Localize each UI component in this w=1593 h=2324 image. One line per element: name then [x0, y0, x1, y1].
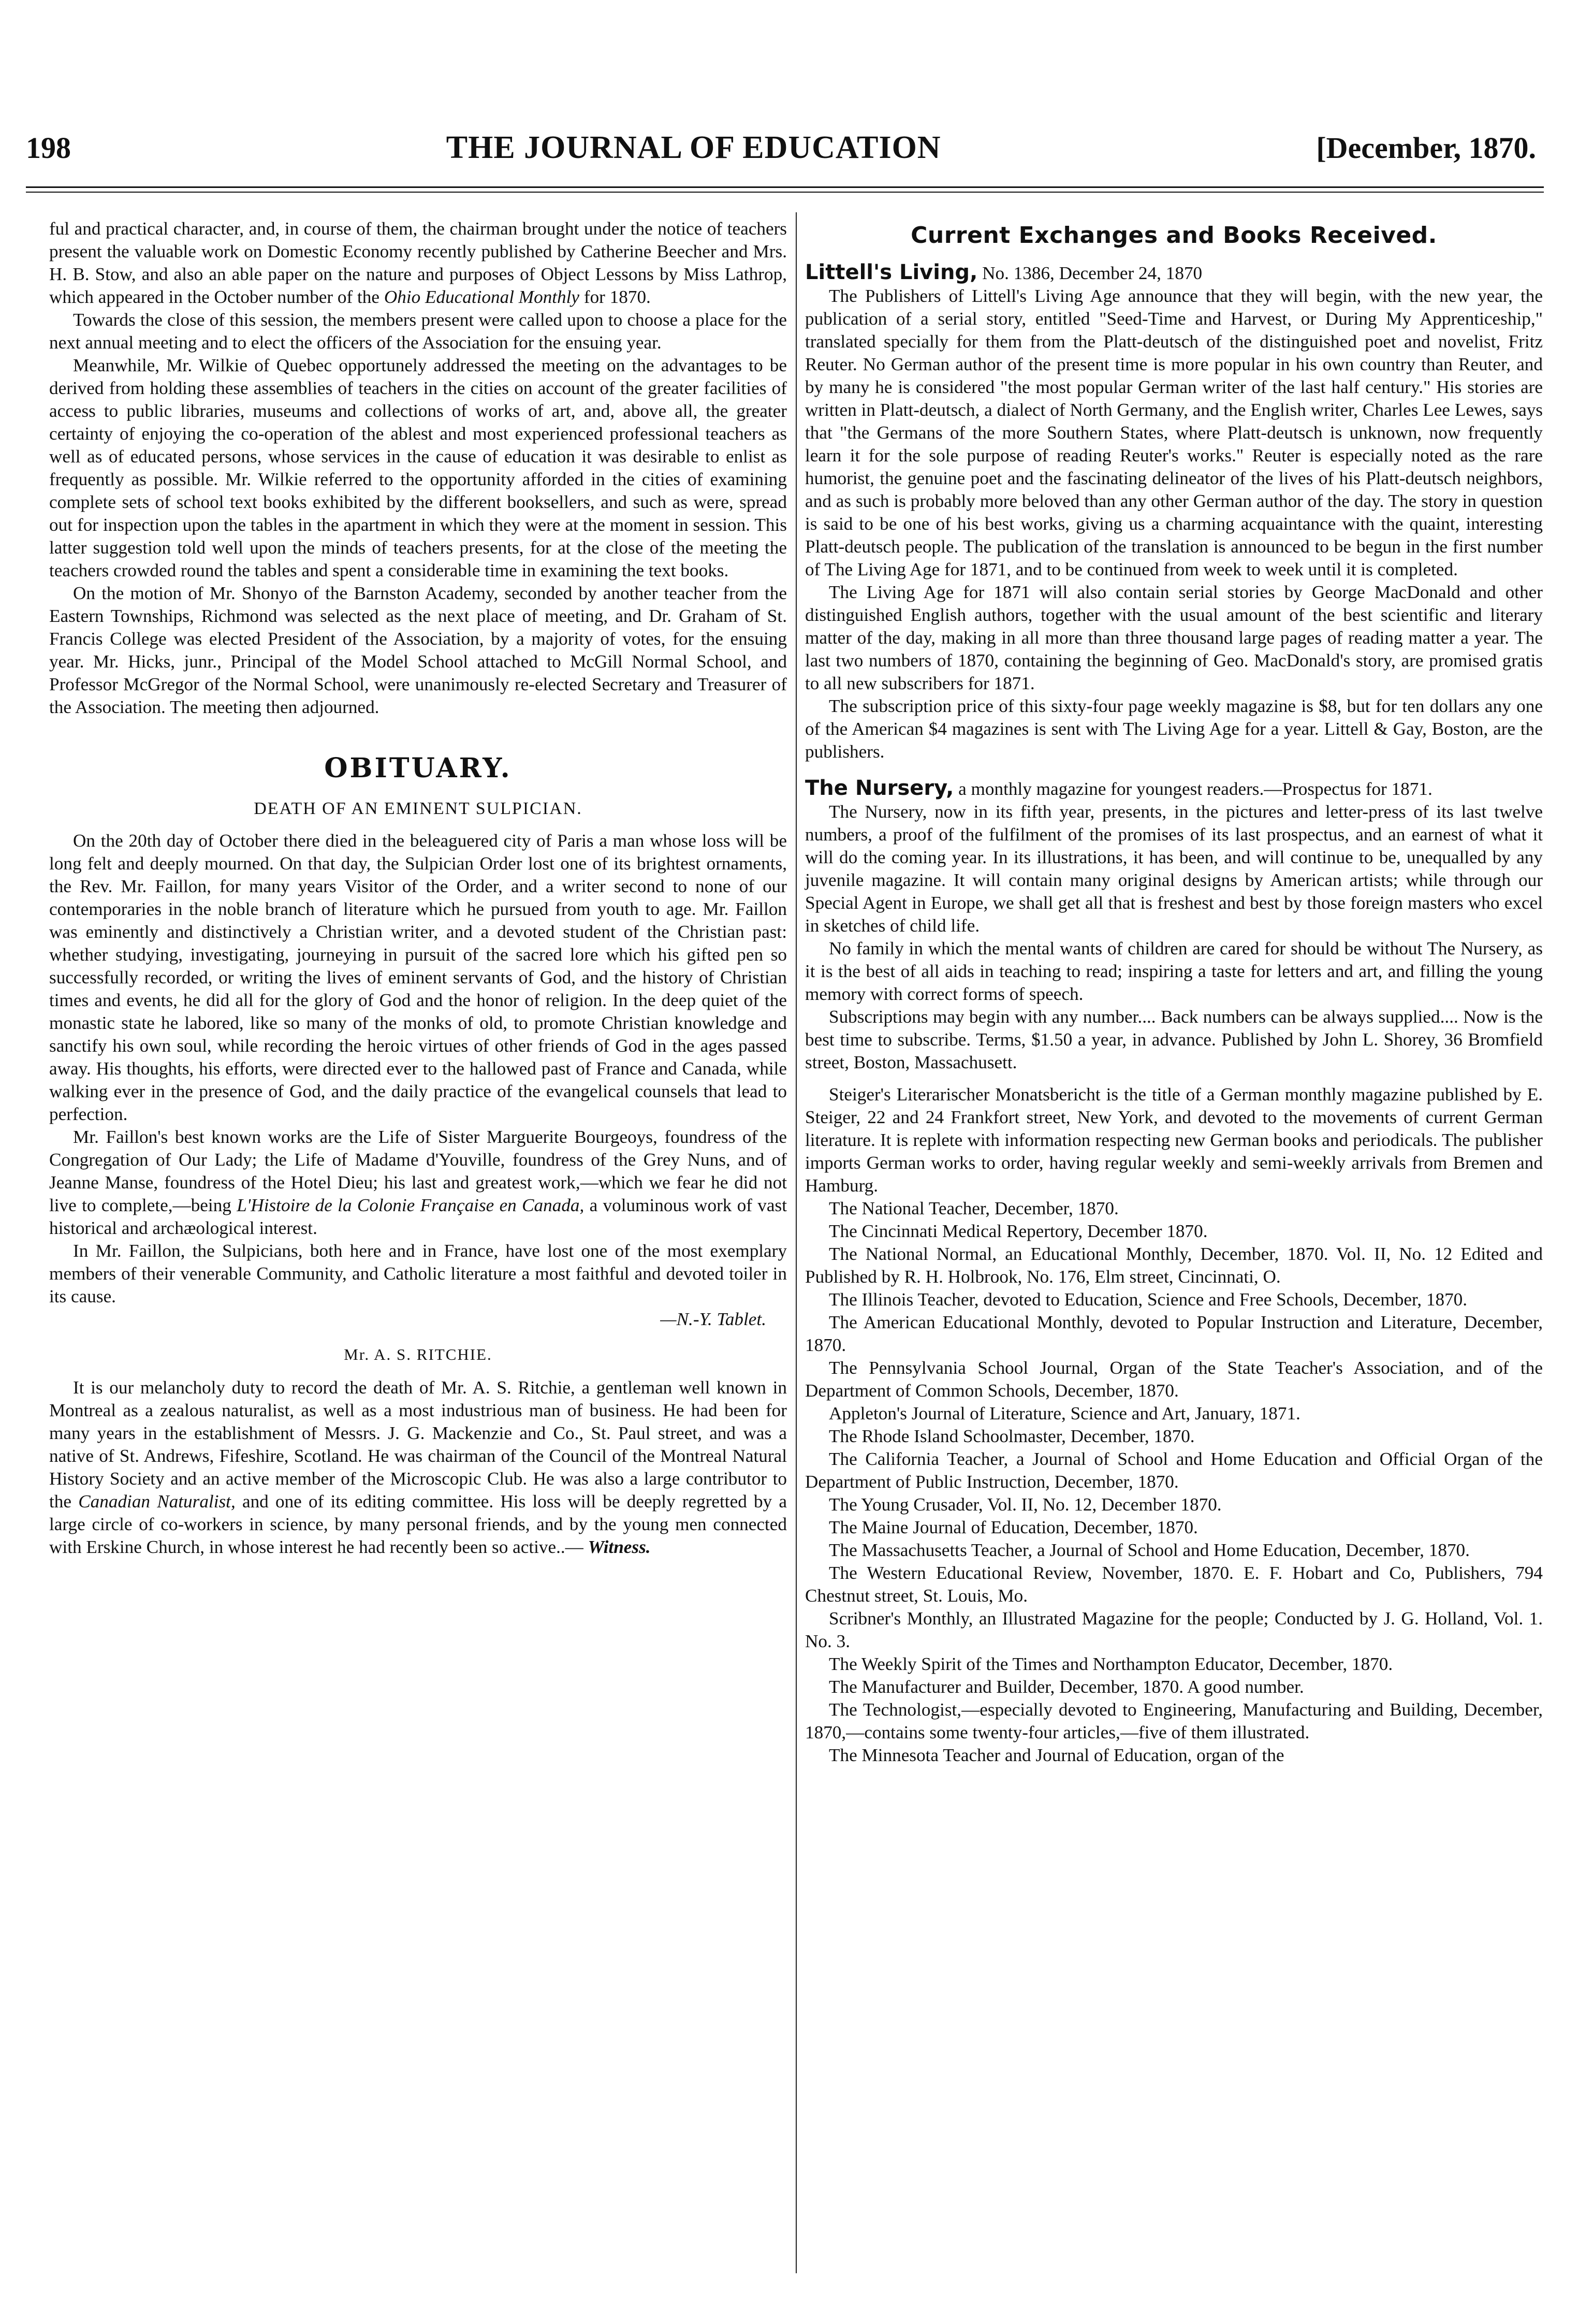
listing: The Pennsylvania School Journal, Organ of the State Teacher's Association, and of the Department of Common Schools, December, 1870.: [805, 1358, 1543, 1401]
listing: The California Teacher, a Journal of School and Home Education and Official Organ of the Department of Public Instruction, December, 1870.: [805, 1449, 1543, 1492]
listing: Steiger's Literarischer Monatsbericht is the title of a German monthly magazine published by E. Steiger, 22 and 24 Frankfort street, New York, and devoted to the movements of current German literature. It is replete with information respecting new German books and periodicals. The publisher imports German works to order, having regular weekly and semi-weekly arrivals from Bremen and Hamburg.: [805, 1084, 1543, 1196]
listing: Appleton's Journal of Literature, Science and Art, January, 1871.: [829, 1403, 1300, 1424]
paragraph: Subscriptions may begin with any number.... Back numbers can be always supplied.... Now is the best time to subscribe. Terms, $1.50 a year, in advance. Published by John L. Shorey, 36 Bromfield street, Boston, Massachusett.: [805, 1007, 1543, 1072]
listing: The National Normal, an Educational Monthly, December, 1870. Vol. II, No. 12 Edited and Published by R. H. Holbrook, No. 176, Elm street, Cincinnati, O.: [805, 1244, 1543, 1287]
paragraph: Meanwhile, Mr. Wilkie of Quebec opportunely addressed the meeting on the advantages to be derived from holding these assemblies of teachers in the cities on account of the greater facilities of access to public libraries, museums and collections of works of art, and, above all, the greater certainty of enjoying the co-operation of the ablest and most experienced professional teachers as well as of educated persons, whose services in the cause of education it was desirable to enlist as frequently as possible. Mr. Wilkie referred to the opportunity afforded in the cities of examining complete sets of school text books exhibited by the different booksellers, and such as were, spread out for inspection upon the tables in the apartment in which they were at the moment in session. This latter suggestion told well upon the minds of teachers presents, for at the close of the meeting the teachers crowded round the tables and spent a considerable time in examining the text books.: [49, 355, 787, 580]
listing: The Massachusetts Teacher, a Journal of School and Home Education, December, 1870.: [829, 1540, 1470, 1560]
listing: The Technologist,—especially devoted to Engineering, Manufacturing and Building, December, 1870,—contains some twenty-four articles,—five of them illustrated.: [805, 1700, 1543, 1742]
right-column: [805, 217, 1543, 1767]
paragraph: It is our melancholy duty to record the death of Mr. A. S. Ritchie, a gentleman well known in Montreal as a zealous naturalist, as well as a most industrious man of business. He had been for many years in the establishment of Messrs. J. G. Mackenzie and Co., St. Paul street, and was a native of St. Andrews, Fifeshire, Scotland. He was chairman of the Council of the Montreal Natural History Society and an active member of the Microscopic Club. He was also a large contributor to the Canadian Naturalist, and one of its editing committee. His loss will be deeply regretted by a large circle of co-workers in science, by many personal friends, and by the young men connected with Erskine Church, in whose interest he had recently been so active..— Witness.: [49, 1377, 787, 1557]
entry-header: Littell's Living, No. 1386, December 24, 1870: [805, 260, 1203, 284]
listing: Scribner's Monthly, an Illustrated Magazine for the people; Conducted by J. G. Holland, Vol. 1. No. 3.: [805, 1608, 1543, 1651]
listing: The Young Crusader, Vol. II, No. 12, December 1870.: [829, 1494, 1222, 1515]
listing: The Cincinnati Medical Repertory, December 1870.: [829, 1221, 1208, 1241]
obituary-subheading: DEATH OF AN EMINENT SULPICIAN.: [254, 799, 582, 818]
paragraph: In Mr. Faillon, the Sulpicians, both here and in France, have lost one of the most exemplary members of their venerable Community, and Catholic literature a most faithful and devoted toiler in its cause.: [49, 1241, 787, 1306]
listing: The Maine Journal of Education, December, 1870.: [829, 1517, 1198, 1537]
paragraph: The Living Age for 1871 will also contain serial stories by George MacDonald and other distinguished English authors, together with the usual amount of the best scientific and literary matter of the day, making in all more than three thousand large pages of reading matter a year. The last two numbers of 1870, containing the beginning of Geo. MacDonald's story, are promised gratis to all new subscribers for 1871.: [805, 582, 1543, 693]
paragraph: The Publishers of Littell's Living Age announce that they will begin, with the new year, the publication of a serial story, entitled "Seed-Time and Harvest, or During My Apprenticeship," translated specially for them from the Platt-deutsch of the distinguished poet and novelist, Fritz Reuter. No German author of the present time is more popular in his own country than Reuter, and by many he is considered "the most popular German writer of the last half century." His stories are written in Platt-deutsch, a dialect of North Germany, and the English writer, Charles Lee Lewes, says that "the Germans of the more Southern States, where Platt-deutsch is unknown, now frequently learn it for the sole purpose of reading Reuter's works." Reuter is especially noted as the rare humorist, the genuine poet and the fascinating delineator of the lives of his Platt-deutsch neighbors, and as such is probably more beloved than any other German author of the day. The story in question is said to be one of his best works, giving us a charming acquaintance with the quaint, interesting Platt-deutsch people. The publication of the translation is announced to be begun in the first number of The Living Age for 1871, and to be continued from week to week until it is completed.: [805, 286, 1543, 579]
listing: The Manufacturer and Builder, December, 1870. A good number.: [829, 1677, 1304, 1697]
header-rule-thin: [26, 192, 1544, 193]
paragraph: Towards the close of this session, the members present were called upon to choose a place for the next annual meeting and to elect the officers of the Association for the ensuing year.: [49, 310, 787, 353]
paragraph: No family in which the mental wants of children are cared for should be without The Nursery, as it is the best of all aids in teaching to read; inspiring a taste for letters and art, and filling the young memory with correct forms of speech.: [805, 938, 1543, 1004]
paragraph: The Nursery, now in its fifth year, presents, in the pictures and letter-press of its last twelve numbers, a proof of the fulfilment of the promises of its last prospectus, and an earnest of what it will do the coming year. In its illustrations, it has been, and will continue to be, unequalled by any juvenile magazine. It will contain many original designs by American artists; while through our Special Agent in Europe, we shall get all that is freshest and best by those foreign masters who excel in sketches of child life.: [805, 802, 1543, 936]
section-heading: Current Exchanges and Books Received.: [911, 222, 1437, 249]
journal-title: THE JOURNAL OF EDUCATION: [446, 130, 941, 165]
column-divider: [796, 212, 797, 2273]
page-number: 198: [26, 131, 71, 165]
header-rule: [26, 186, 1544, 188]
paragraph: On the motion of Mr. Shonyo of the Barnston Academy, seconded by another teacher from the Eastern Townships, Richmond was selected as the next place of meeting, and Dr. Graham of St. Francis College was elected President of the Association, by a majority of votes, for the ensuing year. Mr. Hicks, junr., Principal of the Model School attached to McGill Normal School, and Professor McGregor of the Normal School, were unanimously re-elected Secretary and Treasurer of the Association. The meeting then adjourned.: [49, 583, 787, 717]
running-head: [26, 129, 1536, 176]
paragraph: On the 20th day of October there died in the beleaguered city of Paris a man whose loss will be long felt and deeply mourned. On that day, the Sulpician Order lost one of its brightest ornaments, the Rev. Mr. Faillon, for many years Visitor of the Order, and a writer second to none of our contemporaries in the noble branch of literature which he pursued from youth to age. Mr. Faillon was eminently and distinctively a Christian writer, and a devoted student of the Christian past: whether studying, investigating, journeying in pursuit of the sacred lore which his gifted pen so successfully recorded, or writing the lives of eminent servants of God, and the history of Christian times and events, he did all for the glory of God and the honor of religion. In the deep quiet of the monastic state he labored, like so many of the monks of old, to promote Christian knowledge and sanctify his own soul, while recording the heroic virtues of other friends of God in the ages passed away. His thoughts, his efforts, were directed ever to the hallowed past of France and Canada, while walking ever in the presence of God, and the daily practice of the evangelical counsels that lead to perfection.: [49, 831, 787, 1124]
obituary-subheading: Mr. A. S. RITCHIE.: [344, 1345, 492, 1363]
listing: The Illinois Teacher, devoted to Education, Science and Free Schools, December, 1870.: [829, 1289, 1468, 1310]
listing: The Minnesota Teacher and Journal of Education, organ of the: [829, 1745, 1284, 1765]
listing: The American Educational Monthly, devoted to Popular Instruction and Literature, December, 1870.: [805, 1312, 1543, 1355]
paragraph: The subscription price of this sixty-four page weekly magazine is $8, but for ten dollars any one of the American $4 magazines is sent with The Living Age for a year. Littell & Gay, Boston, are the publishers.: [805, 696, 1543, 762]
source-attribution: —N.-Y. Tablet.: [660, 1309, 766, 1329]
issue-date: [December, 1870.: [1316, 131, 1536, 165]
listing: The Western Educational Review, November, 1870. E. F. Hobart and Co, Publishers, 794 Chestnut street, St. Louis, Mo.: [805, 1563, 1543, 1606]
listing: The National Teacher, December, 1870.: [829, 1198, 1119, 1218]
left-column: [49, 217, 787, 1559]
obituary-heading: OBITUARY.: [324, 752, 512, 784]
listing: The Rhode Island Schoolmaster, December, 1870.: [829, 1426, 1195, 1446]
paragraph: Mr. Faillon's best known works are the Life of Sister Marguerite Bourgeoys, foundress of the Congregation of Our Lady; the Life of Madame d'Youville, foundress of the Grey Nuns, and of Jeanne Manse, foundress of the Hotel Dieu; his last and greatest work,—which we fear he did not live to complete,—being L'Histoire de la Colonie Française en Canada, a voluminous work of vast historical and archæological interest.: [49, 1127, 787, 1238]
listing: The Weekly Spirit of the Times and Northampton Educator, December, 1870.: [829, 1654, 1393, 1674]
entry-header: The Nursery, a monthly magazine for youngest readers.—Prospectus for 1871.: [805, 776, 1433, 800]
paragraph: ful and practical character, and, in course of them, the chairman brought under the notice of teachers present the valuable work on Domestic Economy recently published by Catherine Beecher and Mrs. H. B. Stow, and also an able paper on the nature and purposes of Object Lessons by Miss Lathrop, which appeared in the October number of the Ohio Educational Monthly for 1870.: [49, 219, 787, 307]
